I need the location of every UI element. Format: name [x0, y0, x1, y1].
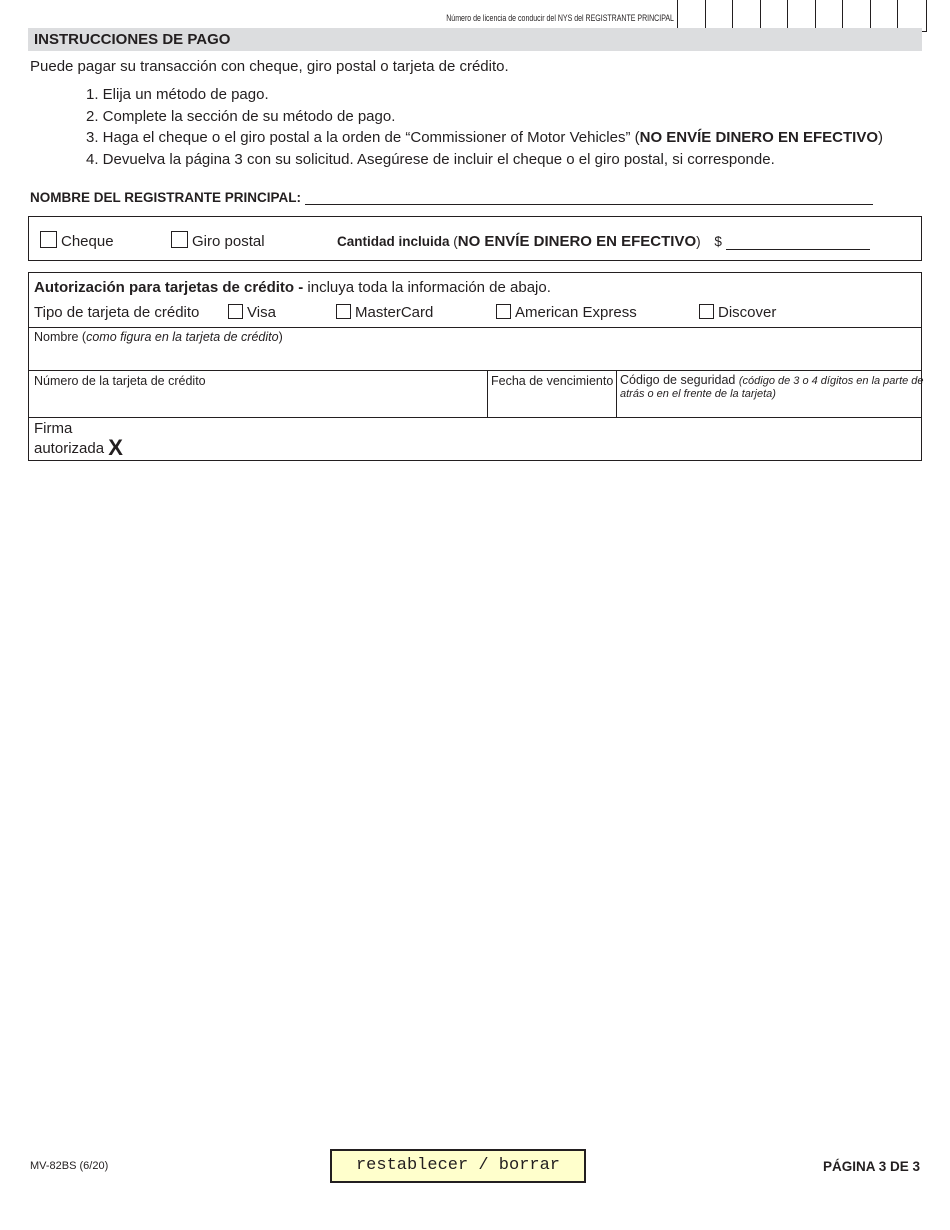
amex-checkbox[interactable]	[496, 304, 511, 319]
amount-field[interactable]	[726, 236, 870, 250]
mastercard-checkbox[interactable]	[336, 304, 351, 319]
cardholder-name-field[interactable]: Nombre (como figura en la tarjeta de crédito)	[34, 330, 283, 344]
security-code-field[interactable]: Código de seguridad (código de 3 o 4 dígitos en la parte de atrás o en el frente de la tarjeta)	[620, 373, 924, 400]
card-number-field[interactable]: Número de la tarjeta de crédito	[34, 374, 206, 388]
divider	[29, 327, 921, 328]
license-digit-box[interactable]	[678, 0, 706, 30]
divider	[616, 370, 617, 417]
reset-button[interactable]: restablecer / borrar	[330, 1149, 586, 1183]
cheque-label: Cheque	[61, 233, 114, 250]
license-digit-box[interactable]	[788, 0, 816, 30]
license-digit-box[interactable]	[871, 0, 899, 30]
step-item: 1. Elija un método de pago.	[86, 86, 269, 103]
section-title: INSTRUCCIONES DE PAGO	[34, 31, 231, 48]
divider	[29, 370, 921, 371]
amount-no-cash-warning: NO ENVÍE DINERO EN EFECTIVO	[457, 233, 697, 250]
instruction-steps	[86, 84, 883, 171]
discover-option[interactable]: Discover	[699, 304, 776, 321]
license-digit-box[interactable]	[816, 0, 844, 30]
step-item: 3. Haga el cheque o el giro postal a la orden de “Commissioner of Motor Vehicles” (NO ENVÍE DINERO EN EFECTIVO)	[86, 129, 883, 147]
card-type-label: Tipo de tarjeta de crédito	[34, 304, 200, 321]
divider	[29, 417, 921, 418]
money-order-label: Giro postal	[192, 233, 265, 250]
license-number-label: Número de licencia de conducir del NYS del REGISTRANTE PRINCIPAL	[446, 13, 674, 23]
credit-card-title: Autorización para tarjetas de crédito - incluya toda la información de abajo.	[34, 279, 551, 296]
mastercard-option[interactable]: MasterCard	[336, 304, 433, 321]
form-code: MV-82BS (6/20)	[30, 1160, 109, 1172]
visa-checkbox[interactable]	[228, 304, 243, 319]
license-digit-box[interactable]	[898, 0, 926, 30]
discover-checkbox[interactable]	[699, 304, 714, 319]
amex-option[interactable]: American Express	[496, 304, 637, 321]
registrant-name-row	[30, 190, 873, 205]
signature-field[interactable]: Firma autorizada X	[34, 420, 123, 460]
section-header-bar	[28, 28, 922, 51]
credit-card-box	[28, 272, 922, 461]
license-digit-box[interactable]	[761, 0, 789, 30]
currency-symbol: $	[714, 234, 722, 249]
registrant-name-label: NOMBRE DEL REGISTRANTE PRINCIPAL:	[30, 190, 302, 205]
step-item: 2. Complete la sección de su método de pago.	[86, 107, 396, 125]
money-order-option[interactable]	[171, 231, 265, 250]
intro-text: Puede pagar su transacción con cheque, giro postal o tarjeta de crédito.	[30, 58, 509, 75]
license-digit-box[interactable]	[843, 0, 871, 30]
amount-label: Cantidad incluida	[337, 234, 450, 249]
cheque-option[interactable]	[40, 231, 114, 250]
cheque-checkbox[interactable]	[40, 231, 57, 248]
money-order-checkbox[interactable]	[171, 231, 188, 248]
no-cash-warning: NO ENVÍE DINERO EN EFECTIVO	[639, 129, 878, 147]
license-digit-box[interactable]	[733, 0, 761, 30]
signature-x-mark: X	[108, 435, 123, 460]
expiry-date-field[interactable]: Fecha de vencimiento	[491, 374, 614, 388]
registrant-name-field[interactable]	[305, 191, 873, 205]
payment-method-box	[28, 216, 922, 261]
page-number: PÁGINA 3 DE 3	[822, 1159, 920, 1174]
license-digit-box[interactable]	[706, 0, 734, 30]
visa-option[interactable]: Visa	[228, 304, 276, 321]
step-item: 4. Devuelva la página 3 con su solicitud. Asegúrese de incluir el cheque o el giro postal, si corresponde.	[86, 151, 775, 169]
divider	[487, 370, 488, 417]
amount-row: Cantidad incluida (NO ENVÍE DINERO EN EFECTIVO) $	[337, 233, 870, 250]
